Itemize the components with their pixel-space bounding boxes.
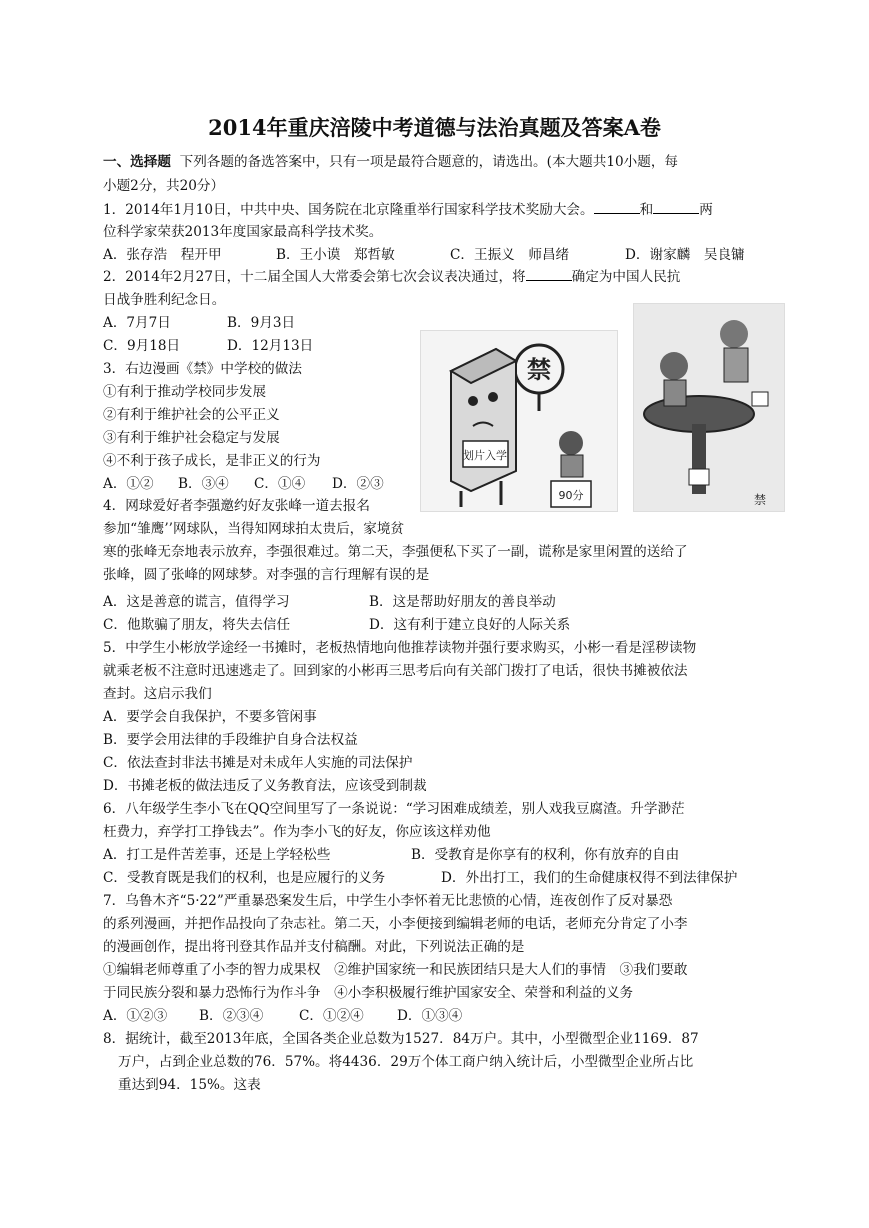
question-4-line-2: 参加“雏鹰’’网球队，当得知网球拍太贵后，家境贫 [103, 521, 405, 537]
option-b: B．②③④ [199, 1008, 264, 1024]
question-6-line-2: 枉费力，弃学打工挣钱去”。作为李小飞的好友，你应该这样劝他 [103, 824, 491, 840]
answer-blank [526, 268, 572, 281]
question-7-line-5: 于同民族分裂和暴力恐怖行为作斗争 ④小李积极履行维护国家安全、荣誉和利益的义务 [103, 985, 634, 1001]
option-b: B．③④ [178, 476, 229, 492]
question-2-tail: 确定为中国人民抗 [571, 269, 681, 285]
question-2-text: 2．2014年2月27日，十二届全国人大常委会第七次会议表决通过，将 [103, 269, 526, 285]
question-4-line-1: 4．网球爱好者李强邀约好友张峰一道去报名 [103, 498, 370, 514]
question-3-item-2: ②有利于维护社会的公平正义 [103, 407, 280, 423]
option-c: C．受教育既是我们的权利，也是应履行的义务 [103, 870, 386, 886]
question-1-tail: 两 [699, 202, 713, 218]
question-8-line-3: 重达到94．15%。这表 [118, 1077, 261, 1093]
question-7-options [103, 1007, 462, 1025]
question-2-options-ab [103, 314, 295, 332]
building-label: 划片入学 [463, 449, 507, 462]
question-2-options-cd [103, 337, 313, 355]
option-b: B．9月3日 [227, 315, 296, 331]
cartoon-illustration-2 [634, 304, 784, 511]
section-label: 一、选择题 [103, 154, 171, 170]
question-2-stem-2: 日战争胜利纪念日。 [103, 292, 226, 308]
question-5-option-a: A．要学会自我保护，不要多管闲事 [103, 709, 317, 725]
section-intro-line-1 [103, 153, 678, 171]
question-5-line-3: 查封。这启示我们 [103, 686, 212, 702]
option-d: D．外出打工，我们的生命健康权得不到法律保护 [441, 870, 738, 886]
option-a: A．这是善意的谎言，值得学习 [103, 594, 290, 610]
question-4-options-cd [103, 616, 570, 634]
option-d: D．这有利于建立良好的人际关系 [369, 617, 571, 633]
question-7-line-2: 的系列漫画，并把作品投向了杂志社。第二天，小李便接到编辑老师的电话，老师充分肯定了小李 [103, 916, 688, 932]
score-label: 90分 [558, 489, 584, 502]
question-3-options [103, 475, 384, 493]
cartoon-2-label: 禁 [753, 493, 767, 507]
question-7-line-4: ①编辑老师尊重了小李的智力成果权 ②维护国家统一和民族团结只是大人们的事情 ③我们要敢 [103, 962, 688, 978]
option-a: A．张存浩 程开甲 [103, 247, 222, 263]
option-d: D．①③④ [397, 1008, 463, 1024]
question-7-line-1: 7．乌鲁木齐“5·22”严重暴恐案发生后，中学生小李怀着无比悲愤的心情，连夜创作了反对暴恐 [103, 893, 673, 909]
question-5-line-1: 5．中学生小彬放学途经一书摊时，老板热情地向他推荐读物并强行要求购买，小彬一看是淫秽读物 [103, 640, 697, 656]
answer-blank [594, 201, 640, 214]
question-4-line-3: 寒的张峰无奈地表示放弃，李强很难过。第二天，李强便私下买了一副，谎称是家里闲置的送给了 [103, 544, 688, 560]
question-6-options-ab [103, 846, 679, 864]
option-b: B．受教育是你享有的权利，你有放弃的自由 [411, 847, 680, 863]
page-title: 2014年重庆涪陵中考道德与法治真题及答案A卷 [208, 115, 661, 140]
option-d: D．12月13日 [227, 338, 314, 354]
question-3-stem: 3．右边漫画《禁》中学校的做法 [103, 361, 302, 377]
ban-sign-text: 禁 [527, 356, 551, 384]
question-1-stem [103, 201, 713, 219]
question-6-line-1: 6．八年级学生李小飞在QQ空间里写了一条说说：“学习困难成绩差，别人戏我豆腐渣。升学渺茫 [103, 801, 685, 817]
question-8-line-1: 8．据统计，截至2013年底，全国各类企业总数为1527．84万户。其中，小型微型企业1169．87 [103, 1031, 699, 1047]
section-intro-line-2: 小题2分，共20分） [103, 178, 225, 194]
option-a: A．打工是件苦差事，还是上学轻松些 [103, 847, 331, 863]
question-4-options-ab [103, 593, 556, 611]
option-b: B．这是帮助好朋友的善良举动 [369, 594, 556, 610]
option-d: D．谢家麟 吴良镛 [625, 247, 745, 263]
question-3-item-3: ③有利于维护社会稳定与发展 [103, 430, 280, 446]
question-5-option-d: D．书摊老板的做法违反了义务教育法，应该受到制裁 [103, 778, 427, 794]
answer-blank [653, 201, 699, 214]
question-2-stem [103, 268, 680, 286]
cartoon-balance-image [633, 303, 785, 512]
question-1-stem-2: 位科学家荣获2013年度国家最高科学技术奖。 [103, 224, 383, 240]
question-1-text: 1．2014年1月10日，中共中央、国务院在北京隆重举行国家科学技术奖励大会。 [103, 202, 594, 218]
question-7-line-3: 的漫画创作，提出将刊登其作品并支付稿酬。对此，下列说法正确的是 [103, 939, 525, 955]
question-5-line-2: 就乘老板不注意时迅速逃走了。回到家的小彬再三思考后向有关部门拨打了电话，很快书摊被依法 [103, 663, 688, 679]
option-a: A．①② [103, 476, 154, 492]
question-3-item-1: ①有利于推动学校同步发展 [103, 384, 267, 400]
option-a: A．①②③ [103, 1008, 168, 1024]
option-c: C．①④ [254, 476, 306, 492]
question-5-option-b: B．要学会用法律的手段维护自身合法权益 [103, 732, 358, 748]
option-c: C．①②④ [299, 1008, 364, 1024]
question-1-and: 和 [639, 202, 654, 218]
question-4-line-4: 张峰，圆了张峰的网球梦。对李强的言行理解有误的是 [103, 567, 430, 583]
option-c: C．他欺骗了朋友，将失去信任 [103, 617, 291, 633]
option-b: B．王小谟 郑哲敏 [276, 247, 395, 263]
option-c: C．9月18日 [103, 338, 181, 354]
option-d: D．②③ [332, 476, 384, 492]
option-a: A．7月7日 [103, 315, 171, 331]
cartoon-illustration [421, 331, 617, 511]
question-5-option-c: C．依法查封非法书摊是对未成年人实施的司法保护 [103, 755, 413, 771]
question-1-options [103, 246, 745, 264]
question-6-options-cd [103, 869, 737, 887]
question-3-item-4: ④不利于孩子成长，是非正义的行为 [103, 453, 321, 469]
section-intro: 下列各题的备选答案中，只有一项是最符合题意的，请选出。(本大题共10小题，每 [179, 154, 679, 170]
cartoon-ban-image [420, 330, 618, 512]
option-c: C．王振义 师昌绪 [450, 247, 570, 263]
question-8-line-2: 万户，占到企业总数的76．57%。将4436．29万个体工商户纳入统计后，小型微型企业所占比 [118, 1054, 694, 1070]
